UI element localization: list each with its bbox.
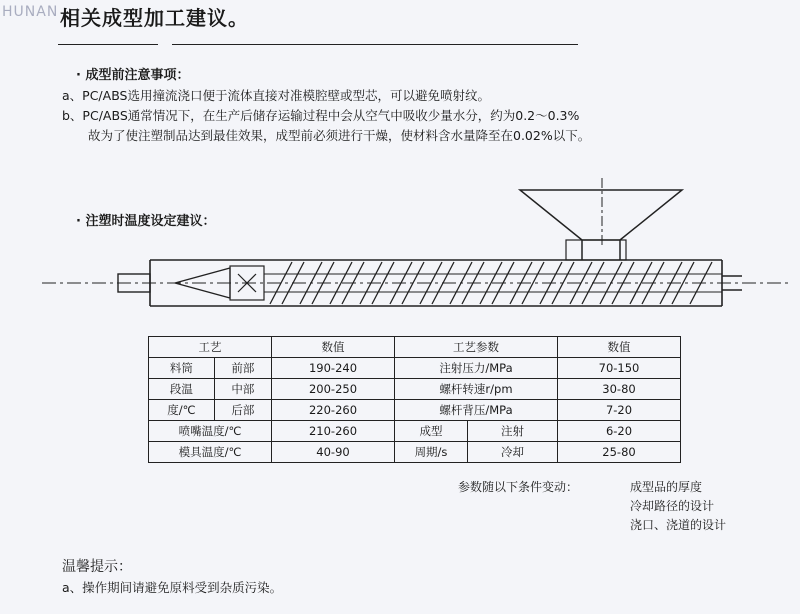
injection-screw-diagram bbox=[0, 170, 800, 330]
param-back-pressure-value: 7-20 bbox=[558, 400, 681, 421]
param-injection-pressure: 注射压力/MPa bbox=[395, 358, 558, 379]
condition-item: 冷却路径的设计 bbox=[630, 499, 715, 513]
header-process: 工艺 bbox=[149, 337, 272, 358]
note-b-line2: 故为了使注塑制品达到最佳效果，成型前必须进行干燥，使材料含水量降至在0.02%以下。 bbox=[88, 128, 591, 143]
process-parameters-table bbox=[148, 336, 681, 463]
zone-middle-value: 200-250 bbox=[272, 379, 395, 400]
watermark: HUNAN bbox=[2, 4, 59, 20]
barrel-label-2: 段温 bbox=[149, 379, 215, 400]
param-screw-speed-value: 30-80 bbox=[558, 379, 681, 400]
cycle-cool-value: 25-80 bbox=[558, 442, 681, 463]
section-heading-pre-molding: · 成型前注意事项： bbox=[76, 68, 190, 83]
title-underline-left bbox=[58, 44, 158, 45]
cycle-inject-label: 注射 bbox=[468, 421, 558, 442]
table-header-row bbox=[149, 337, 681, 358]
page-title: 相关成型加工建议。 bbox=[60, 6, 249, 30]
table-row bbox=[149, 379, 681, 400]
barrel-label-3: 度/℃ bbox=[149, 400, 215, 421]
param-back-pressure: 螺杆背压/MPa bbox=[395, 400, 558, 421]
mold-temp-label: 模具温度/℃ bbox=[149, 442, 272, 463]
zone-rear-value: 220-260 bbox=[272, 400, 395, 421]
zone-rear: 后部 bbox=[214, 400, 271, 421]
param-injection-pressure-value: 70-150 bbox=[558, 358, 681, 379]
note-b-line1: b、PC/ABS通常情况下，在生产后储存运输过程中会从空气中吸收少量水分，约为0.2～0.3% bbox=[62, 108, 580, 123]
section-heading-temperature: · 注塑时温度设定建议： bbox=[76, 214, 216, 229]
table-row bbox=[149, 358, 681, 379]
conditions-lead: 参数随以下条件变动： bbox=[458, 480, 579, 494]
table-row bbox=[149, 400, 681, 421]
cycle-cool-label: 冷却 bbox=[468, 442, 558, 463]
zone-middle: 中部 bbox=[214, 379, 271, 400]
cycle-label-2: 周期/s bbox=[395, 442, 468, 463]
header-param-value: 数值 bbox=[558, 337, 681, 358]
param-screw-speed: 螺杆转速r/pm bbox=[395, 379, 558, 400]
table-row bbox=[149, 442, 681, 463]
header-value: 数值 bbox=[272, 337, 395, 358]
cycle-inject-value: 6-20 bbox=[558, 421, 681, 442]
condition-item: 浇口、浇道的设计 bbox=[630, 518, 727, 532]
note-a: a、PC/ABS选用撞流浇口便于流体直接对准模腔壁或型芯，可以避免喷射纹。 bbox=[62, 88, 490, 103]
condition-item: 成型品的厚度 bbox=[630, 480, 703, 494]
mold-temp-value: 40-90 bbox=[272, 442, 395, 463]
barrel-label-1: 料筒 bbox=[149, 358, 215, 379]
tips-heading: 温馨提示： bbox=[62, 559, 132, 575]
title-underline-right bbox=[172, 44, 578, 45]
nozzle-temp-value: 210-260 bbox=[272, 421, 395, 442]
nozzle-temp-label: 喷嘴温度/℃ bbox=[149, 421, 272, 442]
tip-a: a、操作期间请避免原料受到杂质污染。 bbox=[62, 580, 283, 595]
zone-front: 前部 bbox=[214, 358, 271, 379]
table-row bbox=[149, 421, 681, 442]
cycle-label-1: 成型 bbox=[395, 421, 468, 442]
header-process-param: 工艺参数 bbox=[395, 337, 558, 358]
zone-front-value: 190-240 bbox=[272, 358, 395, 379]
